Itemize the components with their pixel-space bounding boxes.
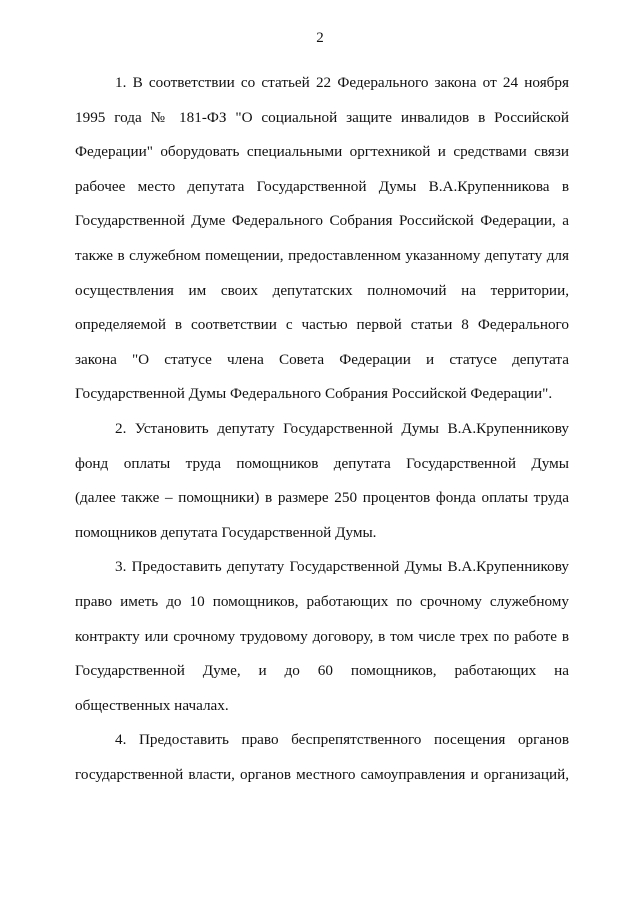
paragraph-3 xyxy=(75,550,569,723)
paragraph-line: 2. Установить депутату Государственной Думы В.А.Крупенникову xyxy=(115,419,569,437)
paragraph-4 xyxy=(75,723,569,792)
paragraph-line: Федерации" оборудовать специальными оргтехникой и средствами связи xyxy=(75,143,569,161)
paragraph-line: Государственной Думе, и до 60 помощников, работающих на xyxy=(75,662,569,680)
paragraph-line: Государственной Думе Федерального Собрания Российской Федерации, а xyxy=(75,212,569,230)
paragraph-line: также в служебном помещении, предоставленном указанному депутату для xyxy=(75,246,569,264)
document-body xyxy=(75,66,569,792)
paragraph-line: закона "О статусе члена Совета Федерации и статусе депутата xyxy=(75,350,569,368)
paragraph-1 xyxy=(75,66,569,412)
paragraph-line: помощников депутата Государственной Думы. xyxy=(75,523,377,541)
paragraph-line: осуществления им своих депутатских полномочий на территории, xyxy=(75,281,569,299)
paragraph-line: определяемой в соответствии с частью первой статьи 8 Федерального xyxy=(75,316,569,334)
paragraph-2 xyxy=(75,412,569,550)
paragraph-line: государственной власти, органов местного самоуправления и организаций, xyxy=(75,765,569,783)
paragraph-line: общественных началах. xyxy=(75,696,229,714)
paragraph-line: право иметь до 10 помощников, работающих по срочному служебному xyxy=(75,592,569,610)
paragraph-line: 1. В соответствии со статьей 22 Федерального закона от 24 ноября xyxy=(115,74,569,91)
paragraph-line: рабочее место депутата Государственной Думы В.А.Крупенникова в xyxy=(75,177,569,195)
paragraph-line: 1995 года № 181-ФЗ "О социальной защите инвалидов в Российской xyxy=(75,108,569,126)
paragraph-line: Государственной Думы Федерального Собрания Российской Федерации". xyxy=(75,385,553,403)
paragraph-line: 4. Предоставить право беспрепятственного посещения органов xyxy=(115,731,569,749)
paragraph-line: фонд оплаты труда помощников депутата Государственной Думы xyxy=(75,454,569,472)
paragraph-line: (далее также – помощники) в размере 250 процентов фонда оплаты труда xyxy=(75,489,569,507)
paragraph-line: контракту или срочному трудовому договору, в том числе трех по работе в xyxy=(75,627,569,645)
page-number: 2 xyxy=(316,30,324,46)
paragraph-line: 3. Предоставить депутату Государственной Думы В.А.Крупенникову xyxy=(115,558,569,576)
